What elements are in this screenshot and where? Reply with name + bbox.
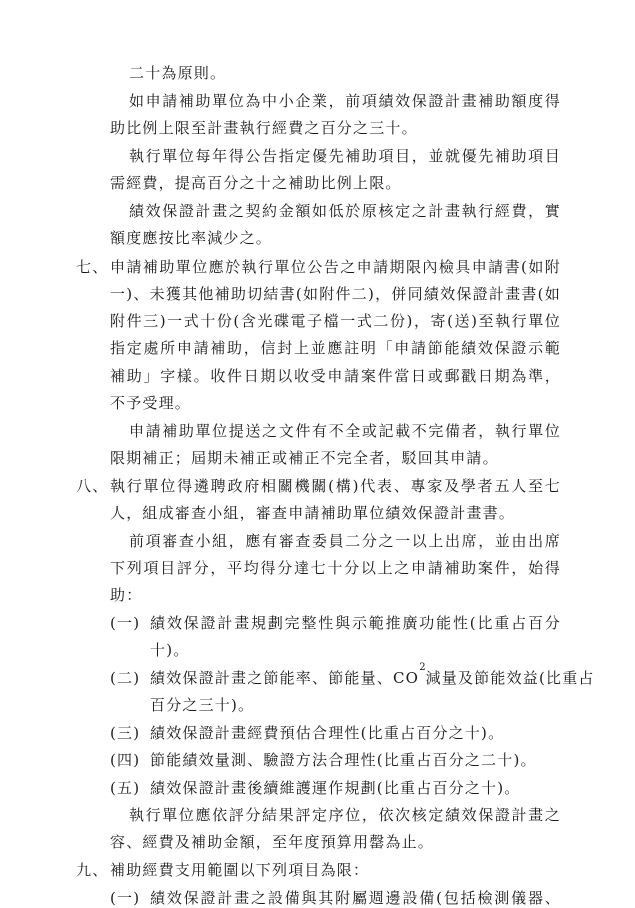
text-line: 績效保證計畫之契約金額如低於原核定之計畫執行經費，實 [129,201,561,220]
item-number: (五) [110,778,141,797]
item-number: (一) [110,613,141,632]
item-number: (四) [110,751,141,769]
text-line: 執行單位每年得公告指定優先補助項目，並就優先補助項目 [129,146,561,165]
text-line: 申請補助單位提送之文件有不全或記載不完備者，執行單位 [129,421,561,440]
text-line: 百分之三十)。 [150,696,255,714]
text-line: 指定處所申請補助，信封上並應註明「申請節能績效保證示範 [110,338,561,357]
text-line: 需經費，提高百分之十之補助比例上限。 [110,173,402,192]
text-line: 額度應按比率減少之。 [110,228,273,247]
text-line: 下列項目評分，平均得分達七十分以上之申請補助案件，始得 [110,558,561,577]
text-line: 如申請補助單位為中小企業，前項績效保證計畫補助額度得 [129,91,561,110]
subscript: 2 [419,661,426,673]
section-number: 七、 [76,257,109,276]
section-number: 九、 [76,861,109,879]
text-segment: 績效保證計畫之節能率、節能量、CO [150,668,420,687]
text-line: 補助經費支用範圍以下列項目為限： [110,861,370,879]
text-segment: 減量及節能效益(比重占 [425,668,595,687]
text-line: 前項審查小組，應有審查委員二分之一以上出席，並由出席 [129,531,561,550]
text-line: 不予受理。 [110,393,192,412]
text-line: 執行單位應依評分結果評定序位，依次核定績效保證計畫之 [129,806,561,824]
text-line: 附件三)一式十份(含光碟電子檔一式二份)，寄(送)至執行單位 [110,311,561,330]
text-line [150,661,595,688]
text-line: 執行單位得遴聘政府相關機關(構)代表、專家及學者五人至七 [110,476,561,495]
item-number: (三) [110,723,141,742]
item-number: (二) [110,668,141,687]
text-line: 績效保證計畫後續維護運作規劃(比重占百分之十)。 [150,778,521,797]
text-line: 助： [110,586,143,604]
text-line: 節能績效量測、驗證方法合理性(比重占百分之二十)。 [150,751,537,769]
text-line: 補助」字樣。收件日期以收受申請案件當日或郵戳日期為準， [110,366,561,385]
text-line: 一)、未獲其他補助切結書(如附件二)，併同績效保證計畫書(如 [110,284,561,303]
item-number: (一) [110,889,141,907]
text-line: 限期補正；屆期未補正或補正不完全者，駁回其申請。 [110,448,499,467]
text-line: 績效保證計畫規劃完整性與示範推廣功能性(比重占百分 [150,613,561,632]
text-line: 容、經費及補助金額，至年度預算用罄為止。 [110,833,435,852]
text-line: 二十為原則。 [129,64,227,82]
section-number: 八、 [76,476,109,495]
text-line: 人，組成審查小組，審查申請補助單位績效保證計畫書。 [110,503,516,522]
text-line: 申請補助單位應於執行單位公告之申請期限內檢具申請書(如附 [110,257,561,276]
text-line: 助比例上限至計畫執行經費之百分之三十。 [110,118,418,137]
text-line: 績效保證計畫之設備與其附屬週邊設備(包括檢測儀器、 [150,889,561,907]
text-line: 績效保證計畫經費預估合理性(比重占百分之十)。 [150,723,505,742]
text-line: 十)。 [150,641,190,659]
